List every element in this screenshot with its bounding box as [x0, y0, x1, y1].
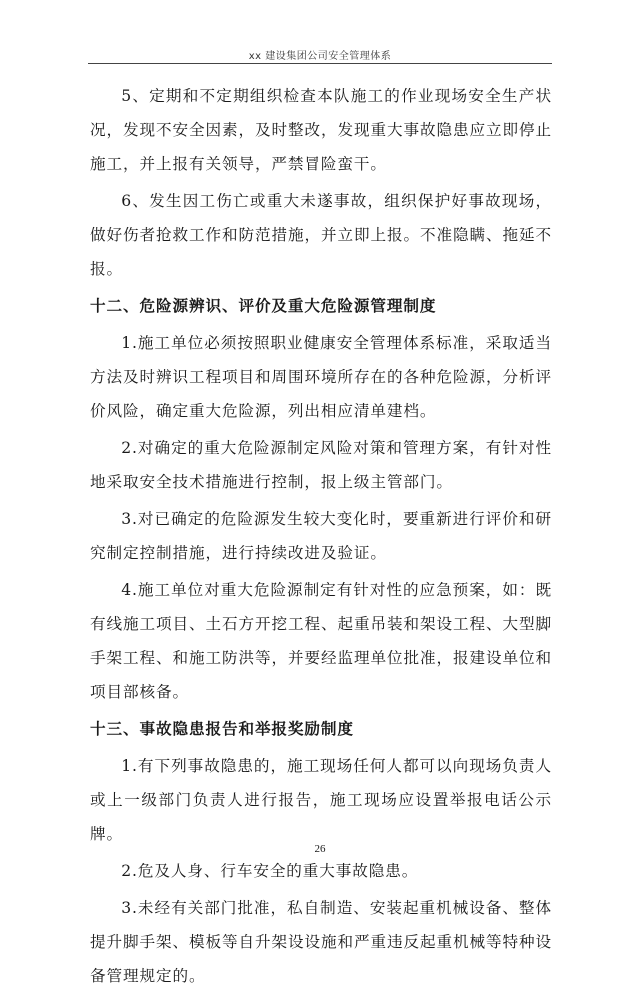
- paragraph-item-5: 5、定期和不定期组织检查本队施工的作业现场安全生产状况，发现不安全因素，及时整改，发现重大事故隐患应立即停止施工，并上报有关领导，严禁冒险蛮干。: [90, 87, 552, 173]
- paragraph-13-3: 3.未经有关部门批准，私自制造、安装起重机械设备、整体提升脚手架、模板等自升架设设施和严重违反起重机械等特种设备管理规定的。: [90, 899, 552, 985]
- paragraph-12-4: 4.施工单位对重大危险源制定有针对性的应急预案，如：既有线施工项目、土石方开挖工程、起重吊装和架设工程、大型脚手架工程、和施工防洪等，并要经监理单位批准，报建设单位和项目部核备。: [90, 581, 552, 701]
- paragraph-13-2: 2.危及人身、行车安全的重大事故隐患。: [121, 862, 419, 880]
- paragraph-item-6: 6、发生因工伤亡或重大未遂事故，组织保护好事故现场，做好伤者抢救工作和防范措施，并立即上报。不准隐瞒、拖延不报。: [90, 192, 552, 278]
- page-header: xx 建设集团公司安全管理体系: [248, 51, 392, 62]
- paragraph-13-1: 1.有下列事故隐患的，施工现场任何人都可以向现场负责人或上一级部门负责人进行报告，施工现场应设置举报电话公示牌。: [90, 757, 552, 843]
- page-number: 26: [314, 843, 326, 855]
- section-heading-12: 十二、危险源辨识、评价及重大危险源管理制度: [90, 297, 437, 315]
- paragraph-12-3: 3.对已确定的危险源发生较大变化时，要重新进行评价和研究制定控制措施，进行持续改进及验证。: [90, 510, 552, 562]
- paragraph-12-1: 1.施工单位必须按照职业健康安全管理体系标准，采取适当方法及时辨识工程项目和周围环境所存在的各种危险源，分析评价风险，确定重大危险源，列出相应清单建档。: [90, 334, 552, 420]
- section-heading-13: 十三、事故隐患报告和举报奖励制度: [90, 720, 354, 738]
- paragraph-12-2: 2.对确定的重大危险源制定风险对策和管理方案，有针对性地采取安全技术措施进行控制，报上级主管部门。: [90, 439, 552, 491]
- document-body: [90, 79, 552, 996]
- header-divider: [88, 63, 552, 64]
